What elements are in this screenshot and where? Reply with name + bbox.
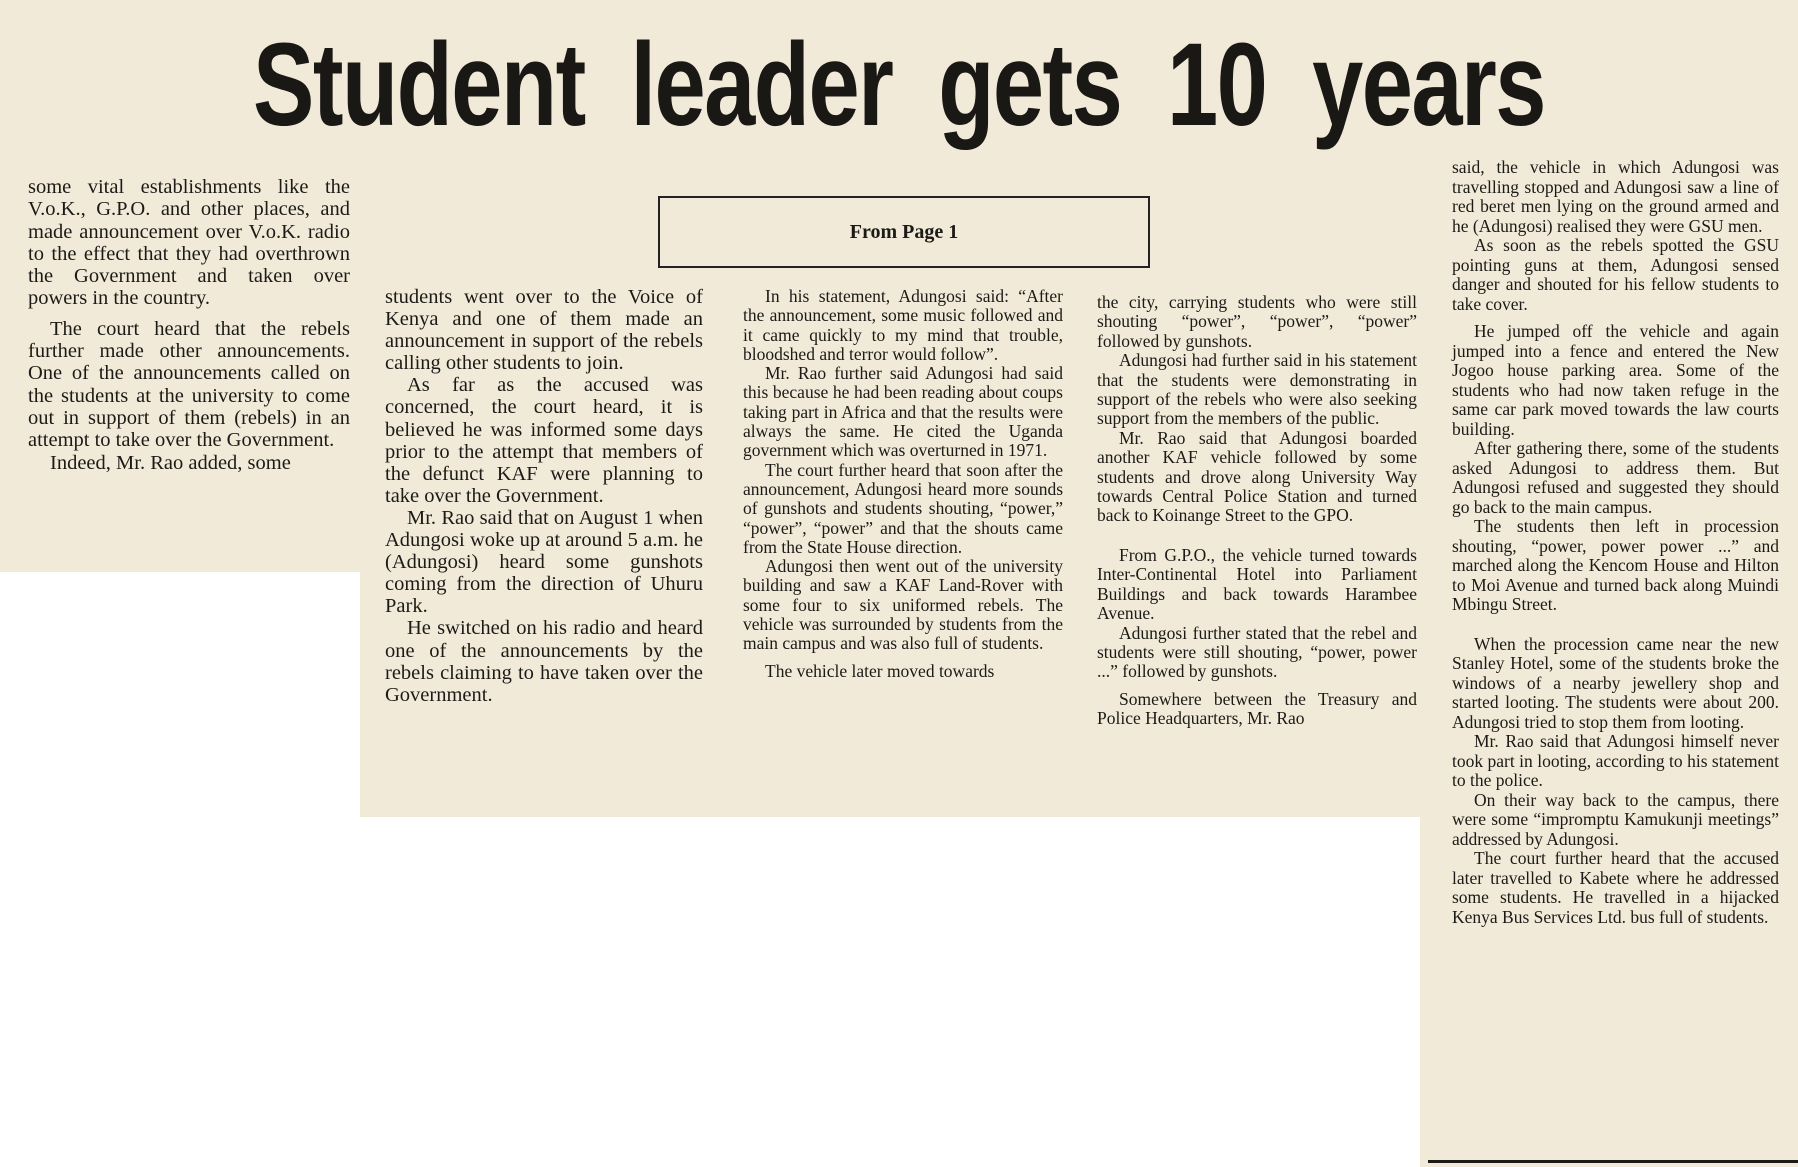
paragraph: Mr. Rao further said Adungosi had said this because he had been reading about coups taking part in Africa and that the results were always the same. He cited the Uganda government which was overturned in 1971. [743, 363, 1063, 461]
paragraph: The court heard that the rebels further made other announcements. One of the announcements called on the students at the university to come out in support of them (rebels) in an attempt to take over the Government. [28, 317, 350, 452]
paragraph: students went over to the Voice of Kenya and one of them made an announcement in support of the rebels calling other students to join. [385, 286, 703, 375]
paragraph: Adungosi had further said in his statement that the students were demonstrating in support of the rebels who were also seeking support from the members of the public. [1097, 350, 1417, 429]
paragraph: Somewhere between the Treasury and Police Headquarters, Mr. Rao [1097, 688, 1417, 729]
paragraph: Adungosi further stated that the rebel and students were still shouting, “power, power ...” followed by gunshots. [1097, 622, 1417, 682]
article-column-5 [1452, 158, 1779, 927]
paragraph: the city, carrying students who were still shouting “power”, “power”, “power” followed by gunshots. [1097, 292, 1417, 351]
from-page-box: From Page 1 [658, 196, 1150, 268]
article-column-1 [28, 176, 350, 474]
paragraph: The vehicle later moved towards [765, 660, 995, 681]
paragraph: As soon as the rebels spotted the GSU pointing guns at them, Adungosi sensed danger and shouted for his fellow students to take cover. [1452, 235, 1779, 314]
paragraph: Mr. Rao said that Adungosi boarded another KAF vehicle followed by some students and drove along University Way towards Central Police Station and turned back to Koinange Street to the GPO. [1097, 427, 1417, 526]
column-bottom-rule [1428, 1160, 1798, 1163]
paragraph: When the procession came near the new Stanley Hotel, some of the students broke the windows of a nearby jewellery shop and started looting. The students were about 200. Adungosi tried to stop them from looting. [1452, 633, 1779, 732]
paragraph: some vital establishments like the V.o.K., G.P.O. and other places, and made announcement over V.o.K. radio to the effect that they had overthrown the Government and taken over powers in the country. [28, 176, 350, 310]
paragraph: Adungosi then went out of the university building and saw a KAF Land-Rover with some four to six uniformed rebels. The vehicle was surrounded by students from the main campus and was also full of students. [743, 556, 1063, 654]
paragraph: In his statement, Adungosi said: “After the announcement, some music followed and it came quickly to my mind that trouble, bloodshed and terror would follow”. [743, 286, 1063, 364]
paragraph: The students then left in procession shouting, “power, power power ...” and marched along the Kencom House and Hilton to Moi Avenue and turned back along Muindi Mbingu Street. [1452, 516, 1779, 614]
paragraph: The court further heard that soon after the announcement, Adungosi heard more sounds of gunshots and students shouting, “power,” “power”, “power” and that the shouts came from the State House direction. [743, 459, 1063, 557]
article-column-4 [1097, 293, 1417, 729]
paragraph: Indeed, Mr. Rao added, some [50, 451, 291, 474]
paragraph: He jumped off the vehicle and again jumped into a fence and entered the New Jogoo house parking area. Some of the students who had now taken refuge in the same car park moved towards the law courts building. [1452, 321, 1779, 439]
paragraph: On their way back to the campus, there were some “impromptu Kamukunji meetings” addressed by Adungosi. [1452, 789, 1779, 849]
paragraph: Mr. Rao said that on August 1 when Adungosi woke up at around 5 a.m. he (Adungosi) heard some gunshots coming from the direction of Uhuru Park. [385, 506, 703, 618]
article-column-2 [385, 286, 703, 706]
paragraph: Mr. Rao said that Adungosi himself never took part in looting, according to his statement to the police. [1452, 731, 1779, 790]
paragraph: said, the vehicle in which Adungosi was travelling stopped and Adungosi saw a line of red beret men lying on the ground armed and he (Adungosi) realised they were GSU men. [1452, 157, 1779, 236]
paragraph: From G.P.O., the vehicle turned towards Inter-Continental Hotel into Parliament Buildings and back towards Harambee Avenue. [1097, 544, 1417, 624]
paragraph: As far as the accused was concerned, the court heard, it is believed he was informed some days prior to the attempt that members of the defunct KAF were planning to take over the Government. [385, 374, 703, 507]
paragraph: The court further heard that the accused later travelled to Kabete where he addressed some students. He travelled in a hijacked Kenya Bus Services Ltd. bus full of students. [1452, 848, 1779, 927]
paragraph: After gathering there, some of the students asked Adungosi to address them. But Adungosi refused and suggested they should go back to the main campus. [1452, 438, 1779, 517]
article-column-3 [743, 287, 1063, 681]
paragraph: He switched on his radio and heard one of the announcements by the rebels claiming to have taken over the Government. [385, 617, 703, 706]
headline: Student leader gets 10 years [253, 19, 1545, 151]
